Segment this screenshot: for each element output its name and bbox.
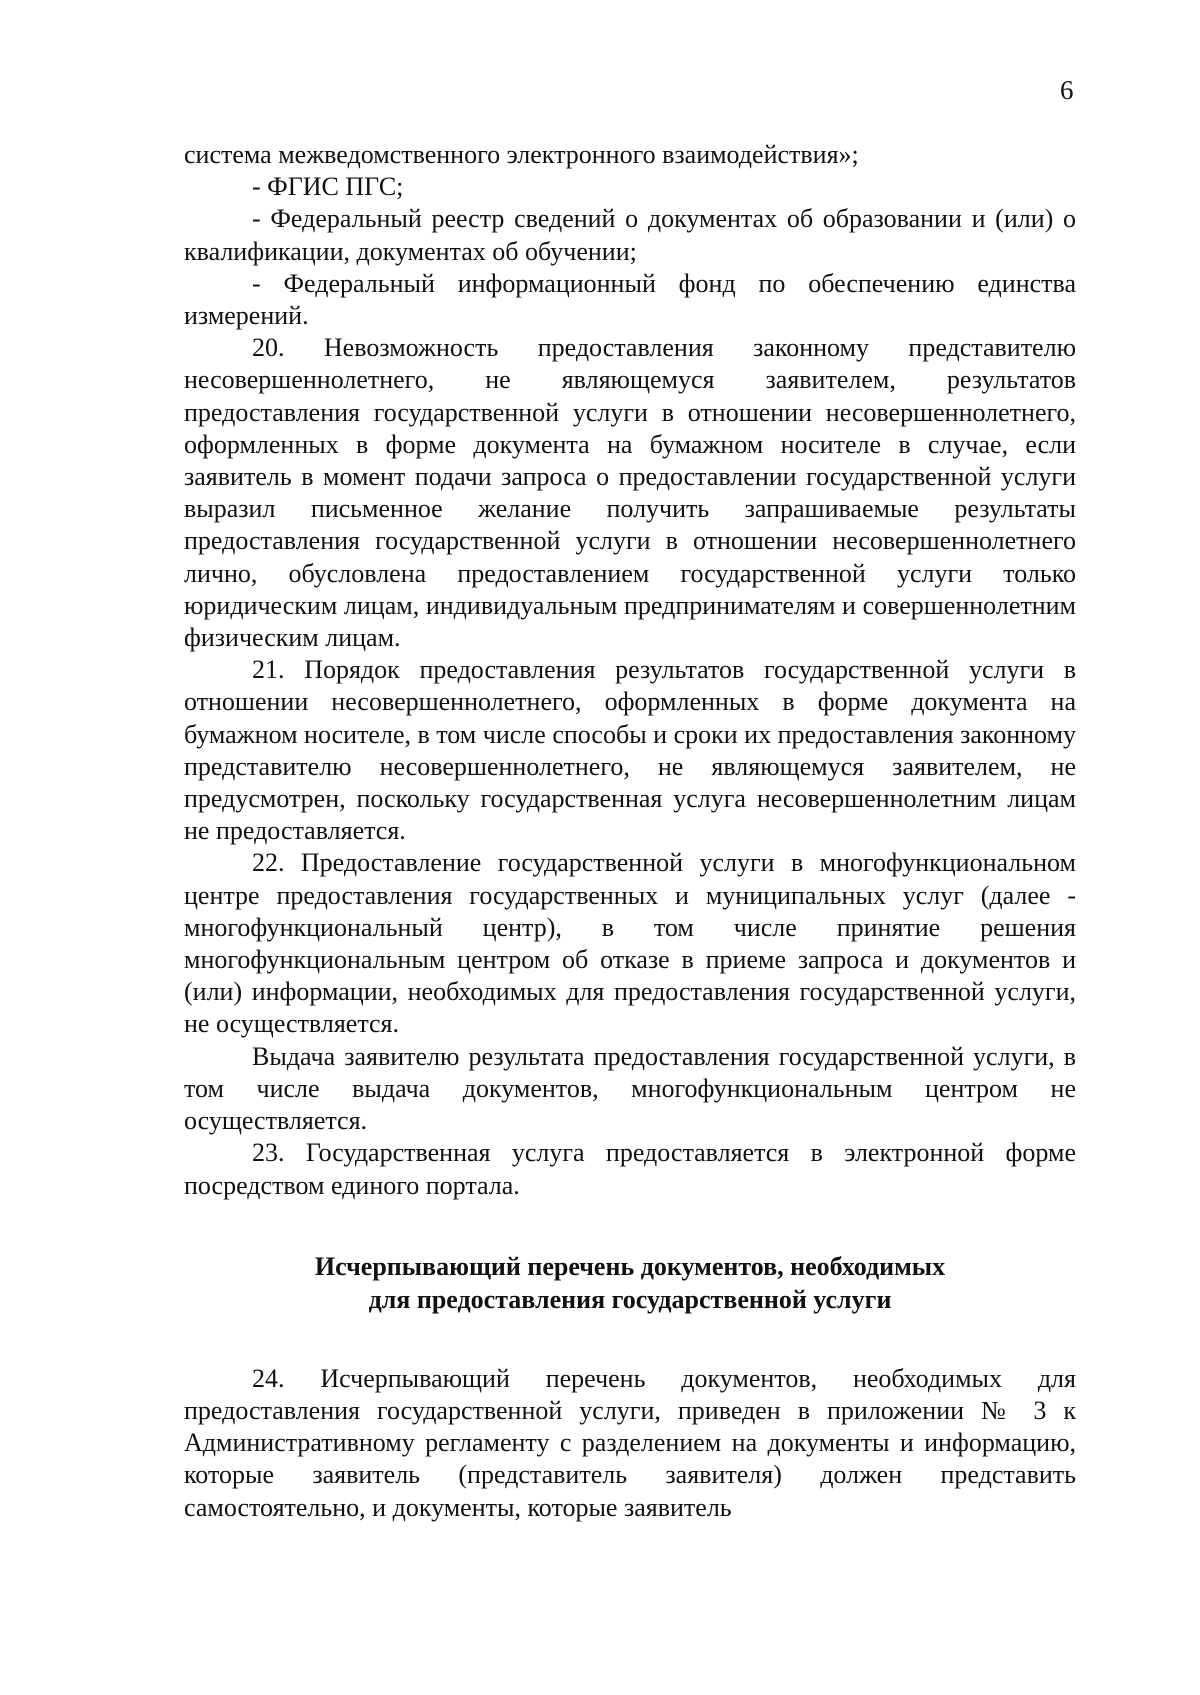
paragraph-24: 24. Исчерпывающий перечень документов, необходимых для предоставления государственной услуги, приведен в приложении № 3 к Административному регламенту с разделением на документы и информацию, которые заявитель (представитель заявителя) должен представить самостоятельно, и документы, которые заявитель bbox=[184, 1363, 1076, 1522]
list-item-information-fund: - Федеральный информационный фонд по обеспечению единства измерений. bbox=[184, 268, 1076, 331]
document-body bbox=[184, 139, 1076, 1524]
paragraph-23: 23. Государственная услуга предоставляется в электронной форме посредством единого портала. bbox=[184, 1138, 1076, 1200]
list-item-fgis-pgs: - ФГИС ПГС; bbox=[252, 172, 404, 202]
page-number: 6 bbox=[1060, 75, 1074, 105]
list-item-federal-registry: - Федеральный реестр сведений о документах об образовании и (или) о квалификации, документах об обучении; bbox=[184, 204, 1076, 266]
section-heading-line-1: Исчерпывающий перечень документов, необходимых bbox=[314, 1251, 946, 1281]
section-heading bbox=[184, 1250, 1076, 1316]
section-heading-line-2: для предоставления государственной услуги bbox=[368, 1284, 892, 1314]
paragraph-20: 20. Невозможность предоставления законному представителю несовершеннолетнего, не являющемуся заявителем, результатов предоставления государственной услуги в отношении несовершеннолетнего, оформленных в форме документа на бумажном носителе в случае, если заявитель в момент подачи запроса о предоставлении государственной услуги выразил письменное желание получить запрашиваемые результаты предоставления государственной услуги в отношении несовершеннолетнего лично, обусловлена предоставлением государственной услуги только юридическим лицам, индивидуальным предпринимателям и совершеннолетним физическим лицам. bbox=[184, 333, 1076, 653]
paragraph-21: 21. Порядок предоставления результатов государственной услуги в отношении несовершеннолетнего, оформленных в форме документа на бумажном носителе, в том числе способы и сроки их предоставления законному представителю несовершеннолетнего, не являющемуся заявителем, не предусмотрен, поскольку государственная услуга несовершеннолетним лицам не предоставляется. bbox=[184, 655, 1076, 846]
paragraph-22: 22. Предоставление государственной услуги в многофункциональном центре предоставления государственных и муниципальных услуг (далее - многофункциональный центр), в том числе принятие решения многофункциональным центром об отказе в приеме запроса и документов и (или) информации, необходимых для предоставления государственной услуги, не осуществляется. bbox=[184, 848, 1076, 1039]
paragraph-issuance: Выдача заявителю результата предоставления государственной услуги, в том числе выдача документов, многофункциональным центром не осуществляется. bbox=[184, 1041, 1076, 1136]
paragraph-continuation: система межведомственного электронного взаимодействия»; bbox=[184, 140, 859, 169]
